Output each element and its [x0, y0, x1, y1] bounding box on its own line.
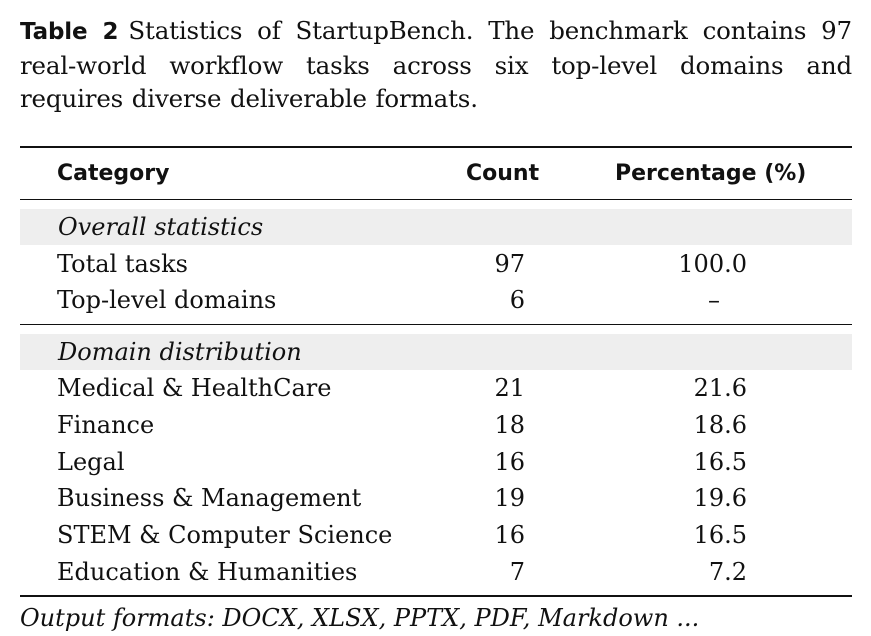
cell-percentage: 16.5 — [693, 521, 747, 549]
cell-percentage: 100.0 — [678, 250, 747, 278]
cell-count: 21 — [494, 374, 525, 402]
table-row — [0, 480, 871, 516]
cell-count: 97 — [494, 250, 525, 278]
section-title-overall: Overall statistics — [58, 213, 264, 241]
header-category: Category — [57, 161, 170, 186]
table-section-rule — [20, 324, 852, 325]
cell-category: STEM & Computer Science — [57, 521, 393, 549]
table-row — [0, 370, 871, 406]
table-caption-text: Statistics of StartupBench. The benchmark contains 97 real-world workflow tasks across six top-level domains and requires diverse deliverable formats. — [20, 16, 852, 113]
cell-percentage: – — [708, 286, 720, 314]
cell-category: Education & Humanities — [57, 558, 358, 586]
cell-category: Legal — [57, 448, 125, 476]
table-row — [0, 554, 871, 590]
cell-category: Top-level domains — [57, 286, 277, 314]
cell-percentage: 18.6 — [693, 411, 747, 439]
cell-percentage: 21.6 — [693, 374, 747, 402]
cell-count: 6 — [509, 286, 525, 314]
cell-category: Medical & HealthCare — [57, 374, 332, 402]
cell-count: 19 — [494, 484, 525, 512]
cell-category: Business & Management — [57, 484, 362, 512]
table-row — [0, 444, 871, 480]
header-count: Count — [466, 161, 540, 186]
table-row — [0, 282, 871, 318]
table-caption-label: Table 2 — [20, 19, 119, 45]
cell-percentage: 7.2 — [708, 558, 747, 586]
table-bottom-rule — [20, 595, 852, 597]
cell-category: Total tasks — [57, 250, 188, 278]
table-row — [0, 407, 871, 443]
table-top-rule — [20, 146, 852, 148]
cell-count: 16 — [494, 448, 525, 476]
cell-count: 7 — [509, 558, 525, 586]
section-title-domain: Domain distribution — [58, 338, 302, 366]
cell-percentage: 19.6 — [693, 484, 747, 512]
table-row — [0, 517, 871, 553]
table-header-rule — [20, 199, 852, 200]
cell-percentage: 16.5 — [693, 448, 747, 476]
cell-count: 18 — [494, 411, 525, 439]
header-percentage: Percentage (%) — [615, 161, 807, 186]
table-caption — [20, 14, 852, 115]
following-text-fragment: Output formats: DOCX, XLSX, PPTX, PDF, Markdown ... — [20, 604, 700, 632]
cell-category: Finance — [57, 411, 155, 439]
cell-count: 16 — [494, 521, 525, 549]
table-row — [0, 246, 871, 282]
